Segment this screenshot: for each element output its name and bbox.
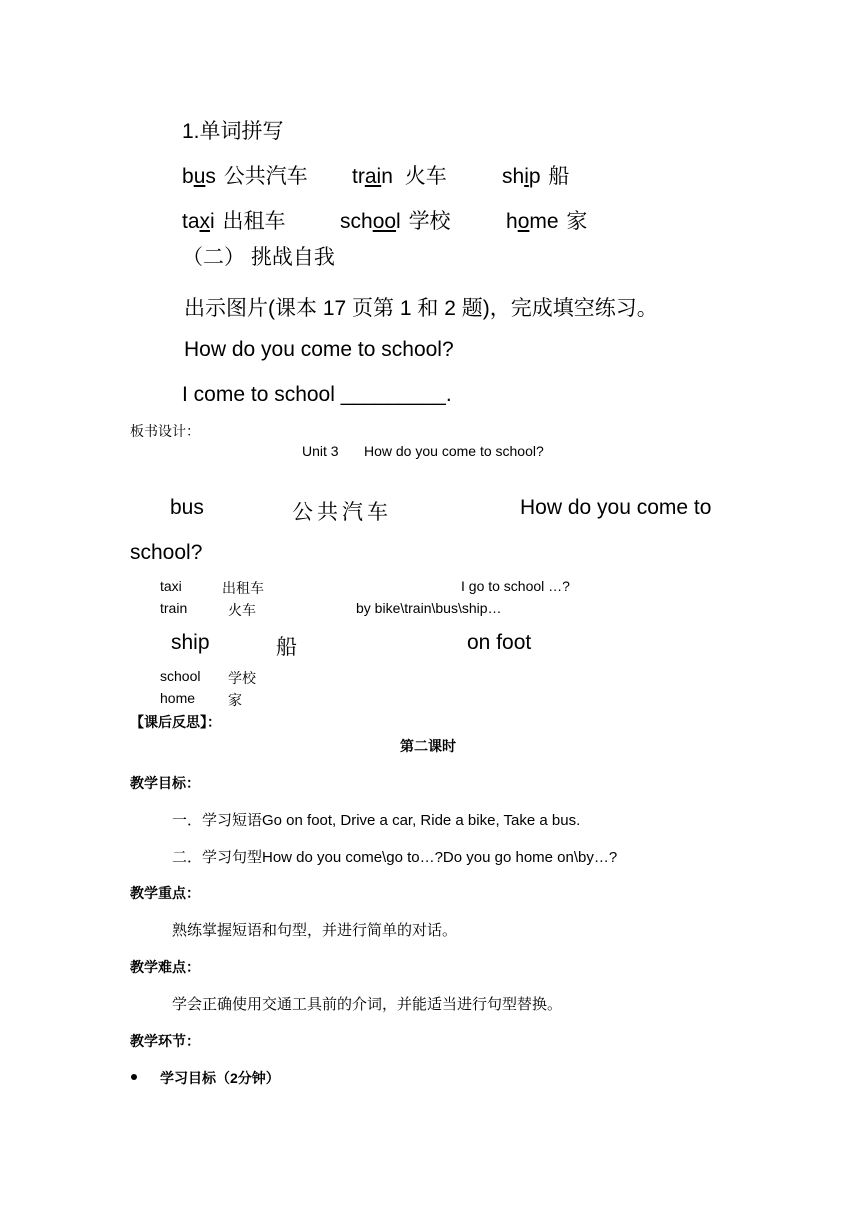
section-title-challenge: （二） 挑战自我: [182, 246, 335, 269]
board-question-line1: How do you come to: [520, 496, 712, 519]
board-train-cn: 火车: [228, 602, 256, 618]
board-label: 板书设计：: [130, 423, 200, 439]
goal-heading: 教学目标：: [130, 775, 200, 791]
board-taxi: taxi: [160, 578, 182, 594]
goal-item-1: 一．学习短语Go on foot, Drive a car, Ride a bike, Take a bus.: [172, 812, 581, 829]
board-taxi-cn: 出租车: [222, 580, 264, 596]
goal-item-2: 二．学习句型How do you come\go to…?Do you go home on\by…?: [172, 849, 618, 866]
board-school-cn: 学校: [228, 670, 256, 686]
board-home: home: [160, 690, 196, 706]
step-item-learning-goal: 学习目标（2分钟）: [160, 1070, 280, 1086]
board-question-line2: school?: [130, 541, 203, 564]
word-train: train 火车: [352, 165, 447, 188]
board-train: train: [160, 600, 188, 616]
difficulty-heading: 教学难点：: [130, 959, 200, 975]
board-bus: bus: [170, 496, 204, 519]
answer-blank-text: I come to school _________.: [182, 383, 452, 406]
instruction-text: 出示图片(课本 17 页第 1 和 2 题)，完成填空练习。: [184, 297, 658, 320]
board-i-go: I go to school …?: [461, 578, 570, 594]
word-bus: bus 公共汽车: [182, 165, 308, 188]
word-home: home 家: [506, 210, 588, 233]
board-home-cn: 家: [228, 692, 242, 708]
board-on-foot: on foot: [467, 631, 532, 654]
section-title-spelling: 1.单词拼写: [182, 120, 284, 143]
board-unit: Unit 3: [302, 443, 339, 459]
steps-heading: 教学环节：: [130, 1033, 200, 1049]
key-point-text: 熟练掌握短语和句型，并进行简单的对话。: [172, 922, 458, 939]
board-by: by bike\train\bus\ship…: [356, 600, 502, 616]
key-point-heading: 教学重点：: [130, 885, 200, 901]
word-school: school 学校: [340, 210, 451, 233]
reflection-heading: 【课后反思】：: [130, 714, 221, 730]
bullet-icon: [131, 1074, 137, 1080]
board-school: school: [160, 668, 201, 684]
question-text: How do you come to school?: [184, 338, 454, 361]
board-bus-cn: 公共汽车: [292, 501, 392, 524]
difficulty-text: 学会正确使用交通工具前的介词，并能适当进行句型替换。: [172, 996, 563, 1013]
board-ship-cn: 船: [276, 636, 297, 659]
lesson2-title: 第二课时: [400, 738, 456, 754]
word-taxi: taxi 出租车: [182, 210, 286, 233]
board-ship: ship: [171, 631, 210, 654]
board-unit-title: How do you come to school?: [364, 443, 544, 459]
word-ship: ship 船: [502, 165, 570, 188]
